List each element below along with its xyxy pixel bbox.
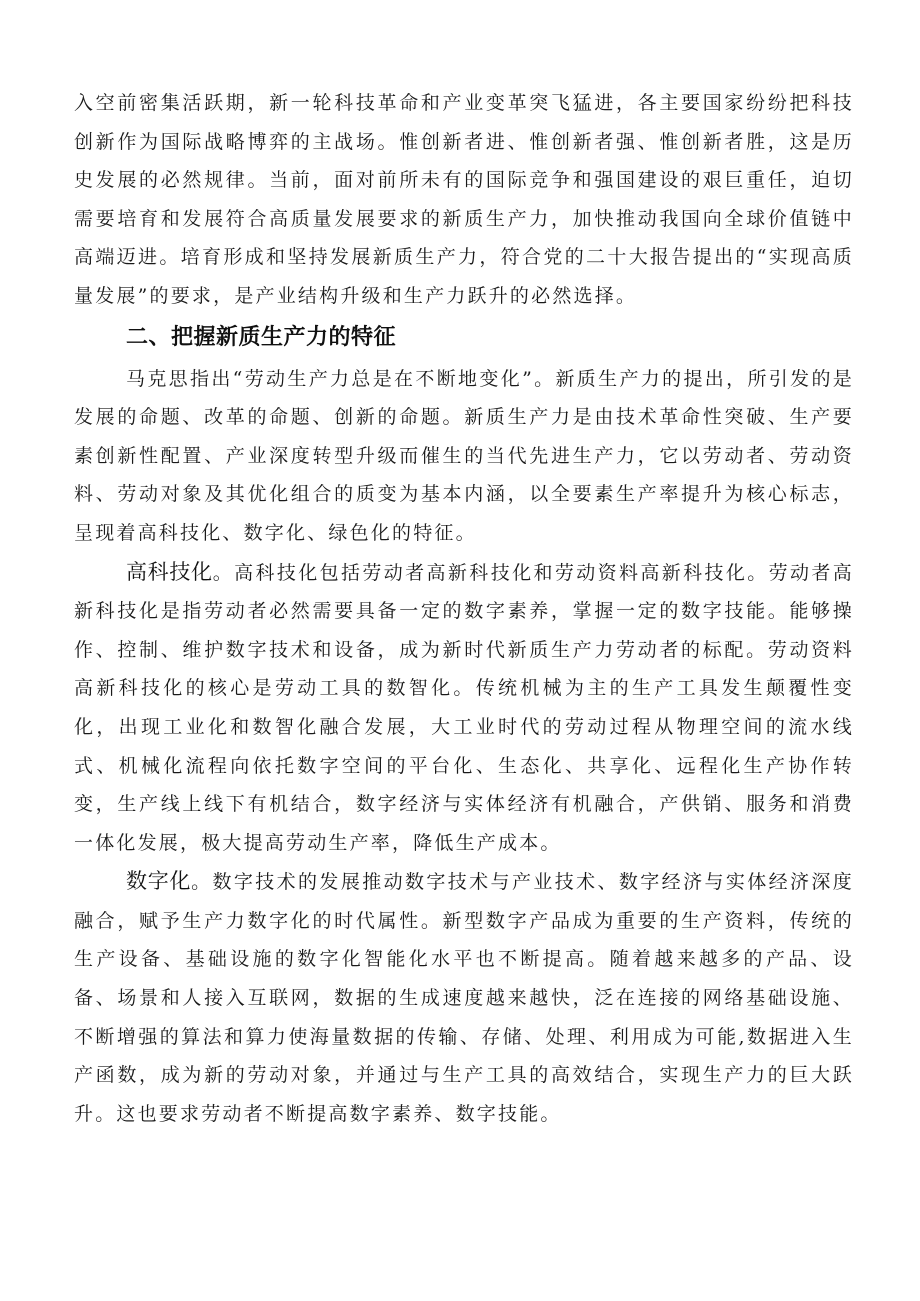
document-page [74, 84, 854, 1133]
paragraph-features-intro: 马克思指出“劳动生产力总是在不断地变化”。新质生产力的提出，所引发的是发展的命题、改革的命题、创新的命题。新质生产力是由技术革命性突破、生产要素创新性配置、产业深度转型升级而催生的当代先进生产力，它以劳动者、劳动资料、劳动对象及其优化组合的质变为基本内涵，以全要素生产率提升为核心标志，呈现着高科技化、数字化、绿色化的特征。 [74, 367, 854, 544]
paragraph-high-tech [74, 553, 854, 863]
paragraph-lead-digital: 数字化 [126, 869, 192, 894]
paragraph-digital [74, 862, 854, 1133]
paragraph-body-digital: 。数字技术的发展推动数字技术与产业技术、数字经济与实体经济深度融合，赋予生产力数字化的时代属性。新型数字产品成为重要的生产资料，传统的生产设备、基础设施的数字化智能化水平也不断提高。随着越来越多的产品、设备、场景和人接入互联网，数据的生成速度越来越快，泛在连接的网络基础设施、不断增强的算法和算力使海量数据的传输、存储、处理、利用成为可能,数据进入生产函数，成为新的劳动对象，并通过与生产工具的高效结合，实现生产力的巨大跃升。这也要求劳动者不断提高数字素养、数字技能。 [74, 871, 855, 1125]
paragraph-continuation: 入空前密集活跃期，新一轮科技革命和产业变革突飞猛进，各主要国家纷纷把科技创新作为国际战略博弈的主战场。惟创新者进、惟创新者强、惟创新者胜，这是历史发展的必然规律。当前，面对前所未有的国际竞争和强国建设的艰巨重任，迫切需要培育和发展符合高质量发展要求的新质生产力，加快推动我国向全球价值链中高端迈进。培育形成和坚持发展新质生产力，符合党的二十大报告提出的“实现高质量发展”的要求，是产业结构升级和生产力跃升的必然选择。 [74, 92, 854, 307]
paragraph-lead-high-tech: 高科技化 [126, 559, 213, 584]
paragraph-body-high-tech: 。高科技化包括劳动者高新科技化和劳动资料高新科技化。劳动者高新科技化是指劳动者必然需要具备一定的数字素养，掌握一定的数字技能。能够操作、控制、维护数字技术和设备，成为新时代新质生产力劳动者的标配。劳动资料高新科技化的核心是劳动工具的数智化。传统机械为主的生产工具发生颠覆性变化，出现工业化和数智化融合发展，大工业时代的劳动过程从物理空间的流水线式、机械化流程向依托数字空间的平台化、生态化、共享化、远程化生产协作转变，生产线上线下有机结合，数字经济与实体经济有机融合，产供销、服务和消费一体化发展，极大提高劳动生产率，降低生产成本。 [74, 561, 854, 854]
section-heading: 二、把握新质生产力的特征 [126, 324, 397, 350]
